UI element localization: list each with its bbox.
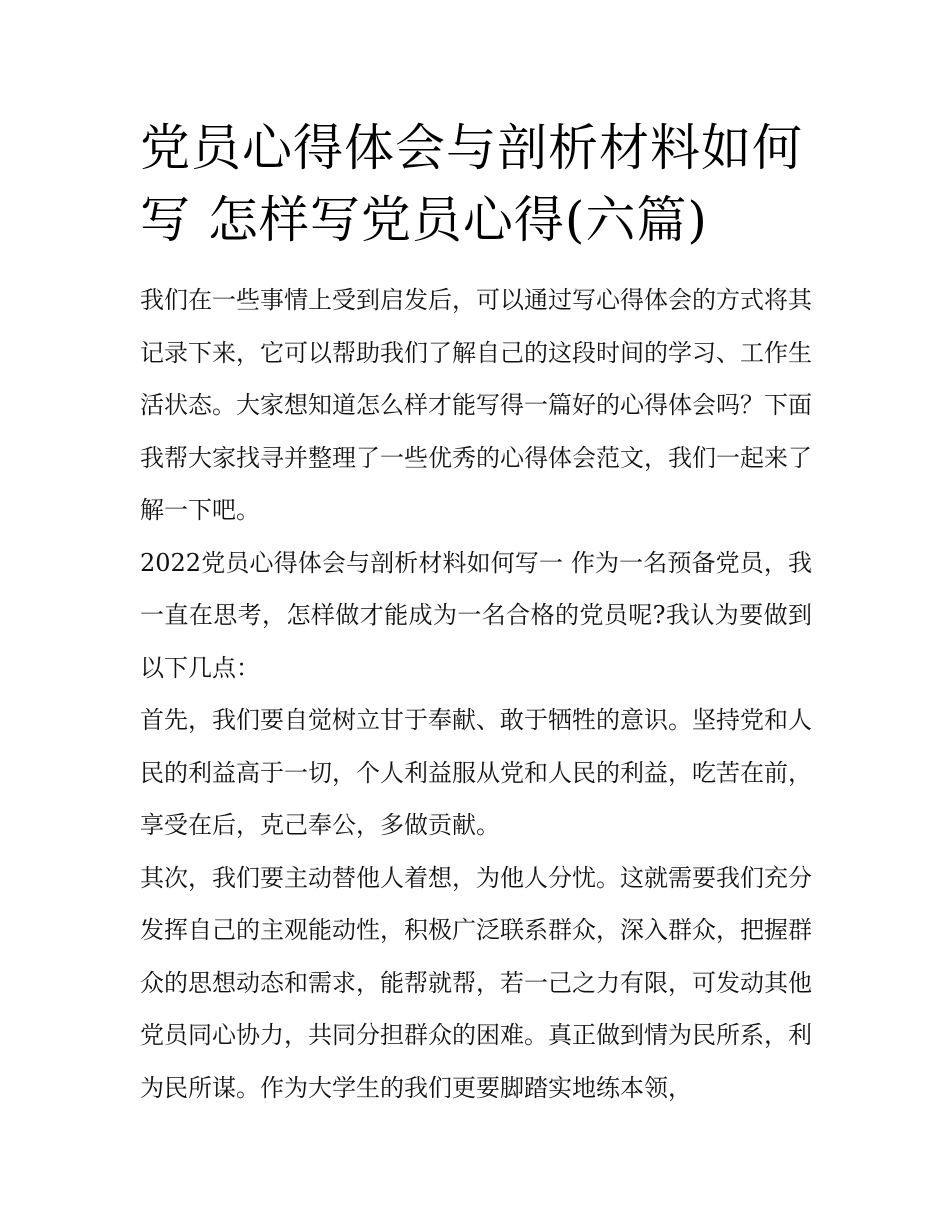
document-page [140,112,812,1114]
paragraph-section-one: 2022党员心得体会与剖析材料如何写一 作为一名预备党员，我一直在思考，怎样做才能成为一名合格的党员呢?我认为要做到以下几点： [140,548,812,682]
document-title: 党员心得体会与剖析材料如何写 怎样写党员心得(六篇) [140,119,803,249]
paragraph-first-point: 首先，我们要自觉树立甘于奉献、敢于牺牲的意识。坚持党和人民的利益高于一切，个人利益服从党和人民的利益，吃苦在前，享受在后，克己奉公，多做贡献。 [140,706,812,839]
paragraph-intro: 我们在一些事情上受到启发后，可以通过写心得体会的方式将其记录下来，它可以帮助我们了解自己的这段时间的学习、工作生活状态。大家想知道怎么样才能写得一篇好的心得体会吗？下面我帮大家找寻并整理了一些优秀的心得体会范文，我们一起来了解一下吧。 [140,286,812,524]
paragraph-second-point: 其次，我们要主动替他人着想，为他人分忧。这就需要我们充分发挥自己的主观能动性，积极广泛联系群众，深入群众，把握群众的思想动态和需求，能帮就帮，若一己之力有限，可发动其他党员同心协力，共同分担群众的困难。真正做到情为民所系，利为民所谋。作为大学生的我们更要脚踏实地练本领， [140,863,812,1102]
title-block [140,112,812,256]
